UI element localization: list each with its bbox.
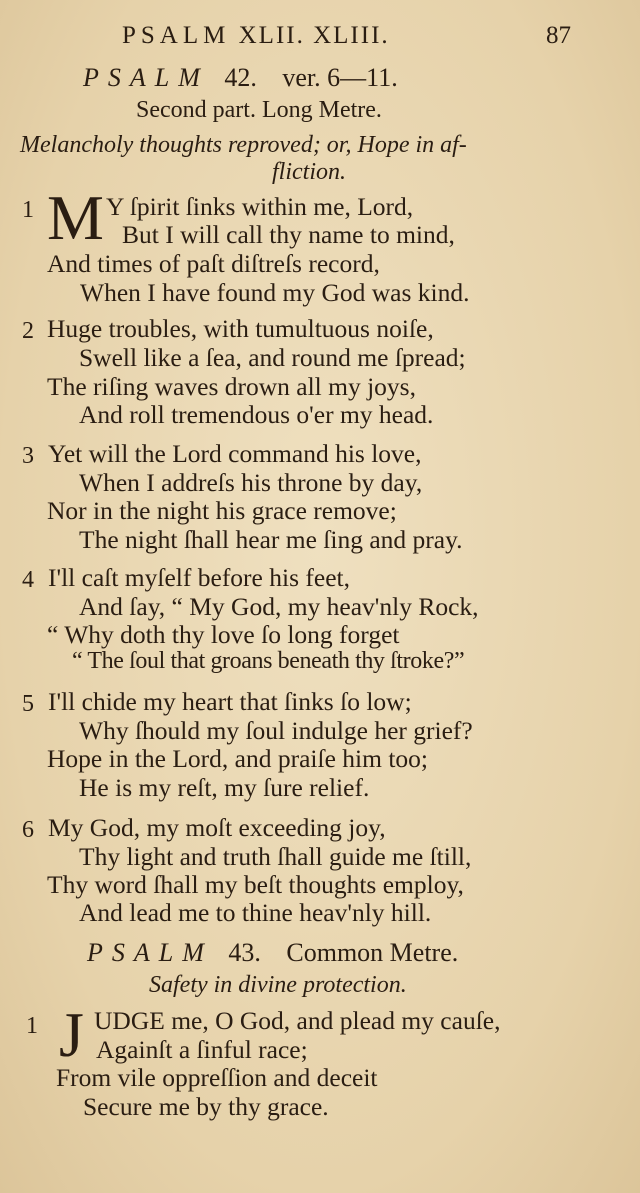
stanza-4-line-1: I'll caſt myſelf before his feet, [48, 563, 350, 592]
psalm-43-heading [87, 938, 458, 968]
page-number: 87 [546, 22, 571, 49]
stanza-4-line-3: “ Why doth thy love ſo long forget [47, 620, 400, 649]
psalm-43-stanza-1-line-2: Againſt a ſinful race; [96, 1035, 308, 1064]
psalm-42-number: 42. [224, 63, 257, 92]
psalm-43-stanza-1-line-4: Secure me by thy grace. [83, 1092, 329, 1121]
stanza-1-number: 1 [22, 197, 34, 223]
stanza-4-line-4: “ The ſoul that groans beneath thy ſtroke?” [72, 648, 465, 674]
stanza-3-line-2: When I addreſs his throne by day, [79, 468, 423, 497]
stanza-6-number: 6 [22, 817, 34, 843]
stanza-2-number: 2 [22, 318, 34, 344]
stanza-1-line-2: But I will call thy name to mind, [122, 220, 455, 249]
stanza-2-line-4: And roll tremendous o'er my head. [79, 400, 434, 429]
psalm-43-stanza-1-line-3: From vile oppreſſion and deceit [56, 1063, 378, 1092]
stanza-4-number: 4 [22, 567, 34, 593]
psalm-42-heading-word: PSALM [83, 63, 209, 92]
psalm-43-metre: Common Metre. [286, 938, 459, 967]
psalm-42-heading [83, 63, 398, 93]
stanza-3-line-1: Yet will the Lord command his love, [48, 439, 422, 468]
stanza-6-line-2: Thy light and truth ſhall guide me ſtill, [79, 842, 472, 871]
stanza-3-line-3: Nor in the night his grace remove; [47, 496, 397, 525]
stanza-3-line-4: The night ſhall hear me ſing and pray. [79, 525, 463, 554]
stanza-2-line-2: Swell like a ſea, and round me ſpread; [79, 343, 466, 372]
psalm-43-subtitle: Safety in divine protection. [149, 972, 407, 998]
running-head-numbers: XLII. XLIII. [238, 22, 390, 49]
stanza-2-line-1: Huge troubles, with tumultuous noiſe, [47, 314, 434, 343]
psalm-43-heading-word: PSALM [87, 938, 213, 967]
stanza-6-line-1: My God, my moſt exceeding joy, [48, 813, 386, 842]
stanza-5-number: 5 [22, 691, 34, 717]
psalm-43-stanza-1-number: 1 [26, 1013, 38, 1039]
stanza-5-line-4: He is my reſt, my ſure relief. [79, 773, 370, 802]
psalm-43-stanza-1-dropcap: J [59, 999, 84, 1070]
psalm-43-stanza-1-line-1: UDGE me, O God, and plead my cauſe, [94, 1006, 501, 1035]
running-head-title: PSALM [122, 22, 231, 49]
stanza-2-line-3: The riſing waves drown all my joys, [47, 372, 416, 401]
stanza-5-line-2: Why ſhould my ſoul indulge her grief? [79, 716, 473, 745]
psalm-42-subtitle-line1: Melancholy thoughts reproved; or, Hope in af- [20, 132, 467, 158]
stanza-5-line-3: Hope in the Lord, and praiſe him too; [47, 744, 428, 773]
stanza-5-line-1: I'll chide my heart that ſinks ſo low; [48, 687, 412, 716]
psalm-43-number: 43. [228, 938, 261, 967]
stanza-1-line-1: Y ſpirit ſinks within me, Lord, [106, 192, 414, 221]
stanza-3-number: 3 [22, 443, 34, 469]
stanza-6-line-3: Thy word ſhall my beſt thoughts employ, [47, 870, 464, 899]
stanza-4-line-2: And ſay, “ My God, my heav'nly Rock, [79, 592, 479, 621]
psalm-42-subtitle-line2: fliction. [272, 159, 346, 185]
psalm-42-verses-ref: ver. 6—11. [282, 63, 398, 92]
stanza-6-line-4: And lead me to thine heav'nly hill. [79, 898, 432, 927]
psalm-42-part-metre: Second part. Long Metre. [136, 97, 382, 123]
running-head [122, 22, 390, 50]
stanza-1-dropcap: M [47, 182, 104, 253]
stanza-1-line-3: And times of paſt diſtreſs record, [47, 249, 380, 278]
stanza-1-line-4: When I have found my God was kind. [80, 278, 470, 307]
